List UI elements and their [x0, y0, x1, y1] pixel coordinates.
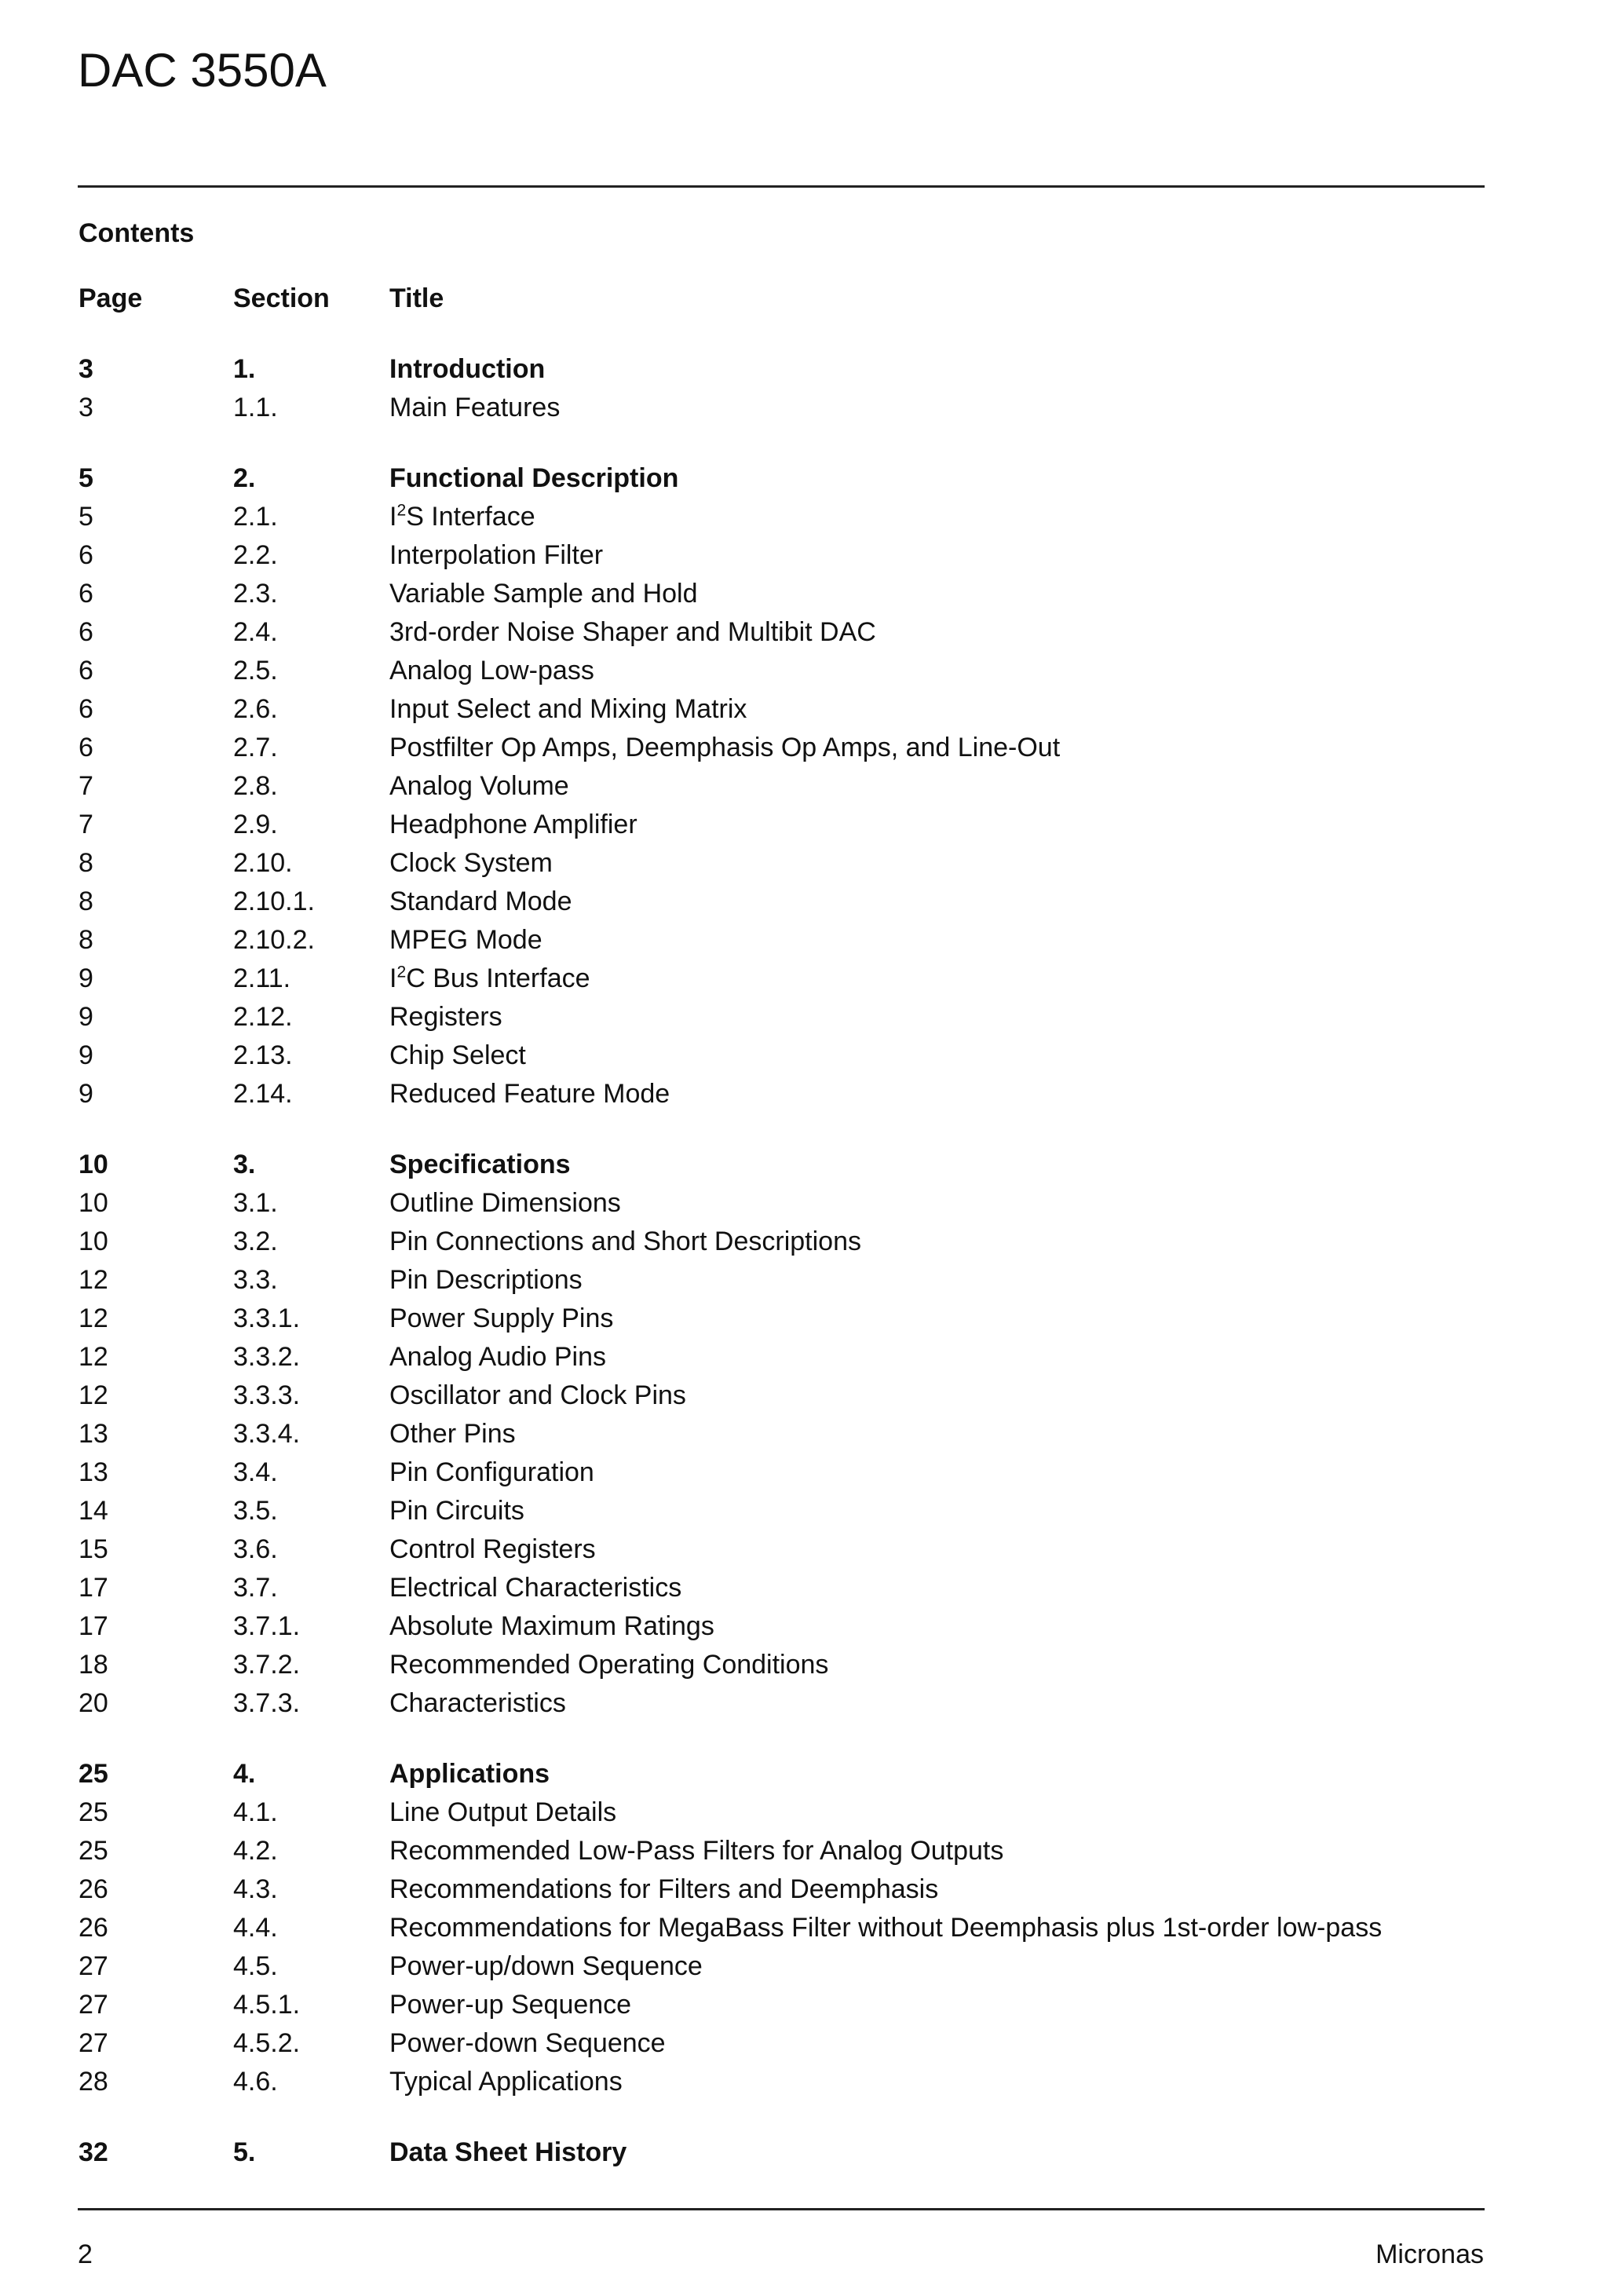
toc-section-title: Analog Audio Pins — [389, 1342, 606, 1372]
toc-section-title: Control Registers — [389, 1534, 596, 1564]
toc-section-number: 3.7.2. — [233, 1650, 301, 1680]
toc-section-title: Functional Description — [389, 463, 679, 493]
toc-section-number: 2.10.1. — [233, 887, 315, 916]
toc-section-title: Pin Configuration — [389, 1457, 594, 1487]
toc-page-number: 17 — [79, 1611, 108, 1641]
toc-section-title: Electrical Characteristics — [389, 1573, 682, 1603]
toc-section-title: Chip Select — [389, 1040, 526, 1070]
toc-page-number: 25 — [79, 1759, 108, 1789]
toc-entry — [79, 1146, 1484, 1184]
toc-entry — [79, 883, 1484, 921]
toc-section-number: 3.6. — [233, 1534, 278, 1564]
toc-page-number: 32 — [79, 2137, 108, 2167]
toc-page-number: 6 — [79, 656, 93, 686]
toc-page-number: 9 — [79, 963, 93, 993]
toc-page-number: 18 — [79, 1650, 108, 1680]
toc-entry — [79, 1492, 1484, 1530]
toc-section-title: Power-up Sequence — [389, 1990, 632, 2020]
toc-page-number: 7 — [79, 771, 93, 801]
page-number: 2 — [78, 2239, 93, 2269]
toc-page-number: 27 — [79, 2028, 108, 2058]
toc-section-number: 2.3. — [233, 579, 278, 609]
title-superscript: 2 — [396, 963, 407, 982]
toc-page-number: 10 — [79, 1150, 108, 1179]
toc-section-number: 3.3.2. — [233, 1342, 301, 1372]
toc-page-number: 8 — [79, 848, 93, 878]
toc-entry — [79, 2133, 1484, 2172]
toc-entry — [79, 1223, 1484, 1261]
toc-section-number: 2.13. — [233, 1040, 293, 1070]
toc-section-title: Applications — [389, 1759, 550, 1789]
toc-section-number: 4.5.2. — [233, 2028, 301, 2058]
toc-page-number: 27 — [79, 1951, 108, 1981]
header-divider — [78, 185, 1485, 188]
toc-section-title: Pin Circuits — [389, 1496, 524, 1526]
toc-entry — [79, 1832, 1484, 1870]
toc-page-number: 5 — [79, 502, 93, 532]
toc-entry — [79, 652, 1484, 690]
footer-divider — [78, 2208, 1485, 2210]
toc-entry — [79, 690, 1484, 729]
toc-page-number: 10 — [79, 1227, 108, 1256]
toc-page-number: 6 — [79, 540, 93, 570]
toc-entry — [79, 1453, 1484, 1492]
toc-section-title: MPEG Mode — [389, 925, 542, 955]
toc-page-number: 13 — [79, 1457, 108, 1487]
toc-section-number: 4.3. — [233, 1874, 278, 1904]
toc-section-title: Recommendations for MegaBass Filter without Deemphasis plus 1st-order low-pass — [389, 1913, 1383, 1943]
toc-section-number: 2.11. — [233, 963, 291, 993]
toc-entry — [79, 1684, 1484, 1723]
toc-page-number: 9 — [79, 1079, 93, 1109]
toc-page-number: 12 — [79, 1342, 108, 1372]
toc-page-number: 12 — [79, 1380, 108, 1410]
toc-page-number: 6 — [79, 579, 93, 609]
toc-page-number: 7 — [79, 810, 93, 839]
toc-section-number: 3.5. — [233, 1496, 278, 1526]
table-of-contents — [79, 280, 1484, 2172]
toc-section-number: 2.8. — [233, 771, 278, 801]
toc-section-number: 3.7. — [233, 1573, 278, 1603]
toc-section-title: Reduced Feature Mode — [389, 1079, 670, 1109]
toc-section-title: 3rd-order Noise Shaper and Multibit DAC — [389, 617, 876, 647]
toc-page-number: 20 — [79, 1688, 108, 1718]
toc-entry — [79, 1569, 1484, 1607]
toc-section-number: 2.2. — [233, 540, 278, 570]
toc-entry — [79, 921, 1484, 960]
toc-page-number: 8 — [79, 925, 93, 955]
toc-section-number: 2.12. — [233, 1002, 293, 1032]
title-text: S Interface — [406, 502, 535, 532]
toc-section-title: Other Pins — [389, 1419, 516, 1449]
toc-section-title: Specifications — [389, 1150, 571, 1179]
toc-page-number: 13 — [79, 1419, 108, 1449]
toc-section-number: 5. — [233, 2137, 256, 2167]
toc-section-number: 3.7.3. — [233, 1688, 301, 1718]
toc-page-number: 14 — [79, 1496, 108, 1526]
toc-page-number: 9 — [79, 1040, 93, 1070]
toc-entry — [79, 1377, 1484, 1415]
toc-section-number: 2.10. — [233, 848, 293, 878]
toc-entry — [79, 575, 1484, 613]
toc-column-headers — [79, 280, 1484, 318]
toc-section-title: Line Output Details — [389, 1797, 617, 1827]
toc-entry — [79, 2063, 1484, 2101]
toc-page-number: 6 — [79, 694, 93, 724]
toc-section-number: 3.2. — [233, 1227, 278, 1256]
toc-section-title: Headphone Amplifier — [389, 810, 637, 839]
toc-page-number: 12 — [79, 1303, 108, 1333]
title-text: C Bus Interface — [406, 963, 590, 993]
column-header-section: Section — [233, 283, 330, 313]
toc-page-number: 28 — [79, 2067, 108, 2097]
toc-entry — [79, 1261, 1484, 1300]
toc-entry — [79, 389, 1484, 427]
toc-section-title: Clock System — [389, 848, 553, 878]
toc-section-title: Standard Mode — [389, 887, 572, 916]
title-prefix: I — [389, 963, 397, 993]
toc-section-title: Analog Low-pass — [389, 656, 594, 686]
contents-heading: Contents — [79, 218, 195, 248]
toc-entry — [79, 1300, 1484, 1338]
toc-section-title: Main Features — [389, 393, 561, 422]
toc-entry — [79, 767, 1484, 806]
toc-entry — [79, 2024, 1484, 2063]
title-superscript: 2 — [396, 501, 407, 520]
toc-section-number: 2. — [233, 463, 256, 493]
toc-entry — [79, 1793, 1484, 1832]
column-header-page: Page — [79, 283, 143, 313]
toc-section-title — [389, 960, 590, 998]
toc-section-title: Recommended Low-Pass Filters for Analog Outputs — [389, 1836, 1004, 1866]
toc-section-title: Pin Descriptions — [389, 1265, 583, 1295]
toc-section-title: Analog Volume — [389, 771, 569, 801]
toc-section-number: 2.4. — [233, 617, 278, 647]
toc-section-number: 2.5. — [233, 656, 278, 686]
toc-section-number: 4. — [233, 1759, 256, 1789]
toc-section-title: Typical Applications — [389, 2067, 623, 2097]
toc-page-number: 10 — [79, 1188, 108, 1218]
title-prefix: I — [389, 502, 397, 532]
toc-entry — [79, 960, 1484, 998]
toc-page-number: 26 — [79, 1913, 108, 1943]
toc-section-title: Data Sheet History — [389, 2137, 627, 2167]
toc-section-title: Variable Sample and Hold — [389, 579, 698, 609]
toc-page-number: 5 — [79, 463, 93, 493]
toc-section-number: 3.7.1. — [233, 1611, 301, 1641]
toc-section-title: Interpolation Filter — [389, 540, 604, 570]
toc-entry — [79, 998, 1484, 1036]
toc-section-number: 2.10.2. — [233, 925, 315, 955]
toc-entry — [79, 1909, 1484, 1947]
toc-section-number: 4.6. — [233, 2067, 278, 2097]
toc-section-number: 1. — [233, 354, 256, 384]
toc-section-number: 3.4. — [233, 1457, 278, 1487]
toc-entry — [79, 844, 1484, 883]
toc-section-number: 4.1. — [233, 1797, 278, 1827]
toc-section-number: 4.2. — [233, 1836, 278, 1866]
toc-entry — [79, 536, 1484, 575]
toc-section-number: 4.5.1. — [233, 1990, 301, 2020]
toc-section-title: Introduction — [389, 354, 546, 384]
toc-entry — [79, 1755, 1484, 1793]
toc-page-number: 3 — [79, 393, 93, 422]
toc-page-number: 9 — [79, 1002, 93, 1032]
toc-entry — [79, 1338, 1484, 1377]
toc-section-title: Input Select and Mixing Matrix — [389, 694, 747, 724]
toc-entry — [79, 1986, 1484, 2024]
toc-entry — [79, 1036, 1484, 1075]
toc-entry — [79, 350, 1484, 389]
toc-section-title: Postfilter Op Amps, Deemphasis Op Amps, and Line-Out — [389, 733, 1061, 762]
toc-page-number: 6 — [79, 617, 93, 647]
toc-entry — [79, 1184, 1484, 1223]
toc-entry — [79, 1607, 1484, 1646]
toc-section-number: 2.1. — [233, 502, 278, 532]
toc-section-title: Absolute Maximum Ratings — [389, 1611, 714, 1641]
toc-section-title: Power Supply Pins — [389, 1303, 614, 1333]
toc-section-number: 2.7. — [233, 733, 278, 762]
toc-entry — [79, 1530, 1484, 1569]
toc-section-title: Recommendations for Filters and Deemphasis — [389, 1874, 939, 1904]
toc-section-number: 3. — [233, 1150, 256, 1179]
toc-section-number: 3.3.4. — [233, 1419, 301, 1449]
toc-page-number: 17 — [79, 1573, 108, 1603]
toc-section-number: 2.6. — [233, 694, 278, 724]
toc-page-number: 25 — [79, 1797, 108, 1827]
toc-page-number: 15 — [79, 1534, 108, 1564]
toc-section-number: 2.14. — [233, 1079, 293, 1109]
toc-section-number: 1.1. — [233, 393, 278, 422]
toc-section-title: Registers — [389, 1002, 502, 1032]
toc-section-title: Recommended Operating Conditions — [389, 1650, 829, 1680]
toc-page-number: 6 — [79, 733, 93, 762]
toc-entry — [79, 806, 1484, 844]
toc-page-number: 25 — [79, 1836, 108, 1866]
footer-brand: Micronas — [1375, 2239, 1484, 2269]
toc-section-title: Oscillator and Clock Pins — [389, 1380, 686, 1410]
toc-section-number: 3.1. — [233, 1188, 278, 1218]
toc-page-number: 8 — [79, 887, 93, 916]
column-header-title: Title — [389, 283, 444, 313]
toc-section-number: 2.9. — [233, 810, 278, 839]
document-title: DAC 3550A — [78, 44, 327, 97]
toc-page-number: 12 — [79, 1265, 108, 1295]
toc-section-title: Power-down Sequence — [389, 2028, 666, 2058]
toc-entry — [79, 498, 1484, 536]
toc-page-number: 26 — [79, 1874, 108, 1904]
toc-entry — [79, 1870, 1484, 1909]
toc-entry — [79, 729, 1484, 767]
toc-entry — [79, 1075, 1484, 1113]
toc-section-number: 3.3.3. — [233, 1380, 301, 1410]
toc-page-number: 27 — [79, 1990, 108, 2020]
toc-section-title: Power-up/down Sequence — [389, 1951, 703, 1981]
toc-page-number: 3 — [79, 354, 93, 384]
toc-entry — [79, 1947, 1484, 1986]
toc-entry — [79, 1415, 1484, 1453]
toc-section-title: Characteristics — [389, 1688, 566, 1718]
toc-section-title: Pin Connections and Short Descriptions — [389, 1227, 861, 1256]
toc-section-number: 3.3.1. — [233, 1303, 301, 1333]
toc-section-number: 3.3. — [233, 1265, 278, 1295]
toc-section-number: 4.4. — [233, 1913, 278, 1943]
toc-section-title — [389, 498, 535, 536]
toc-entry — [79, 1646, 1484, 1684]
toc-section-title: Outline Dimensions — [389, 1188, 621, 1218]
toc-section-number: 4.5. — [233, 1951, 278, 1981]
toc-entry — [79, 613, 1484, 652]
toc-entry — [79, 459, 1484, 498]
